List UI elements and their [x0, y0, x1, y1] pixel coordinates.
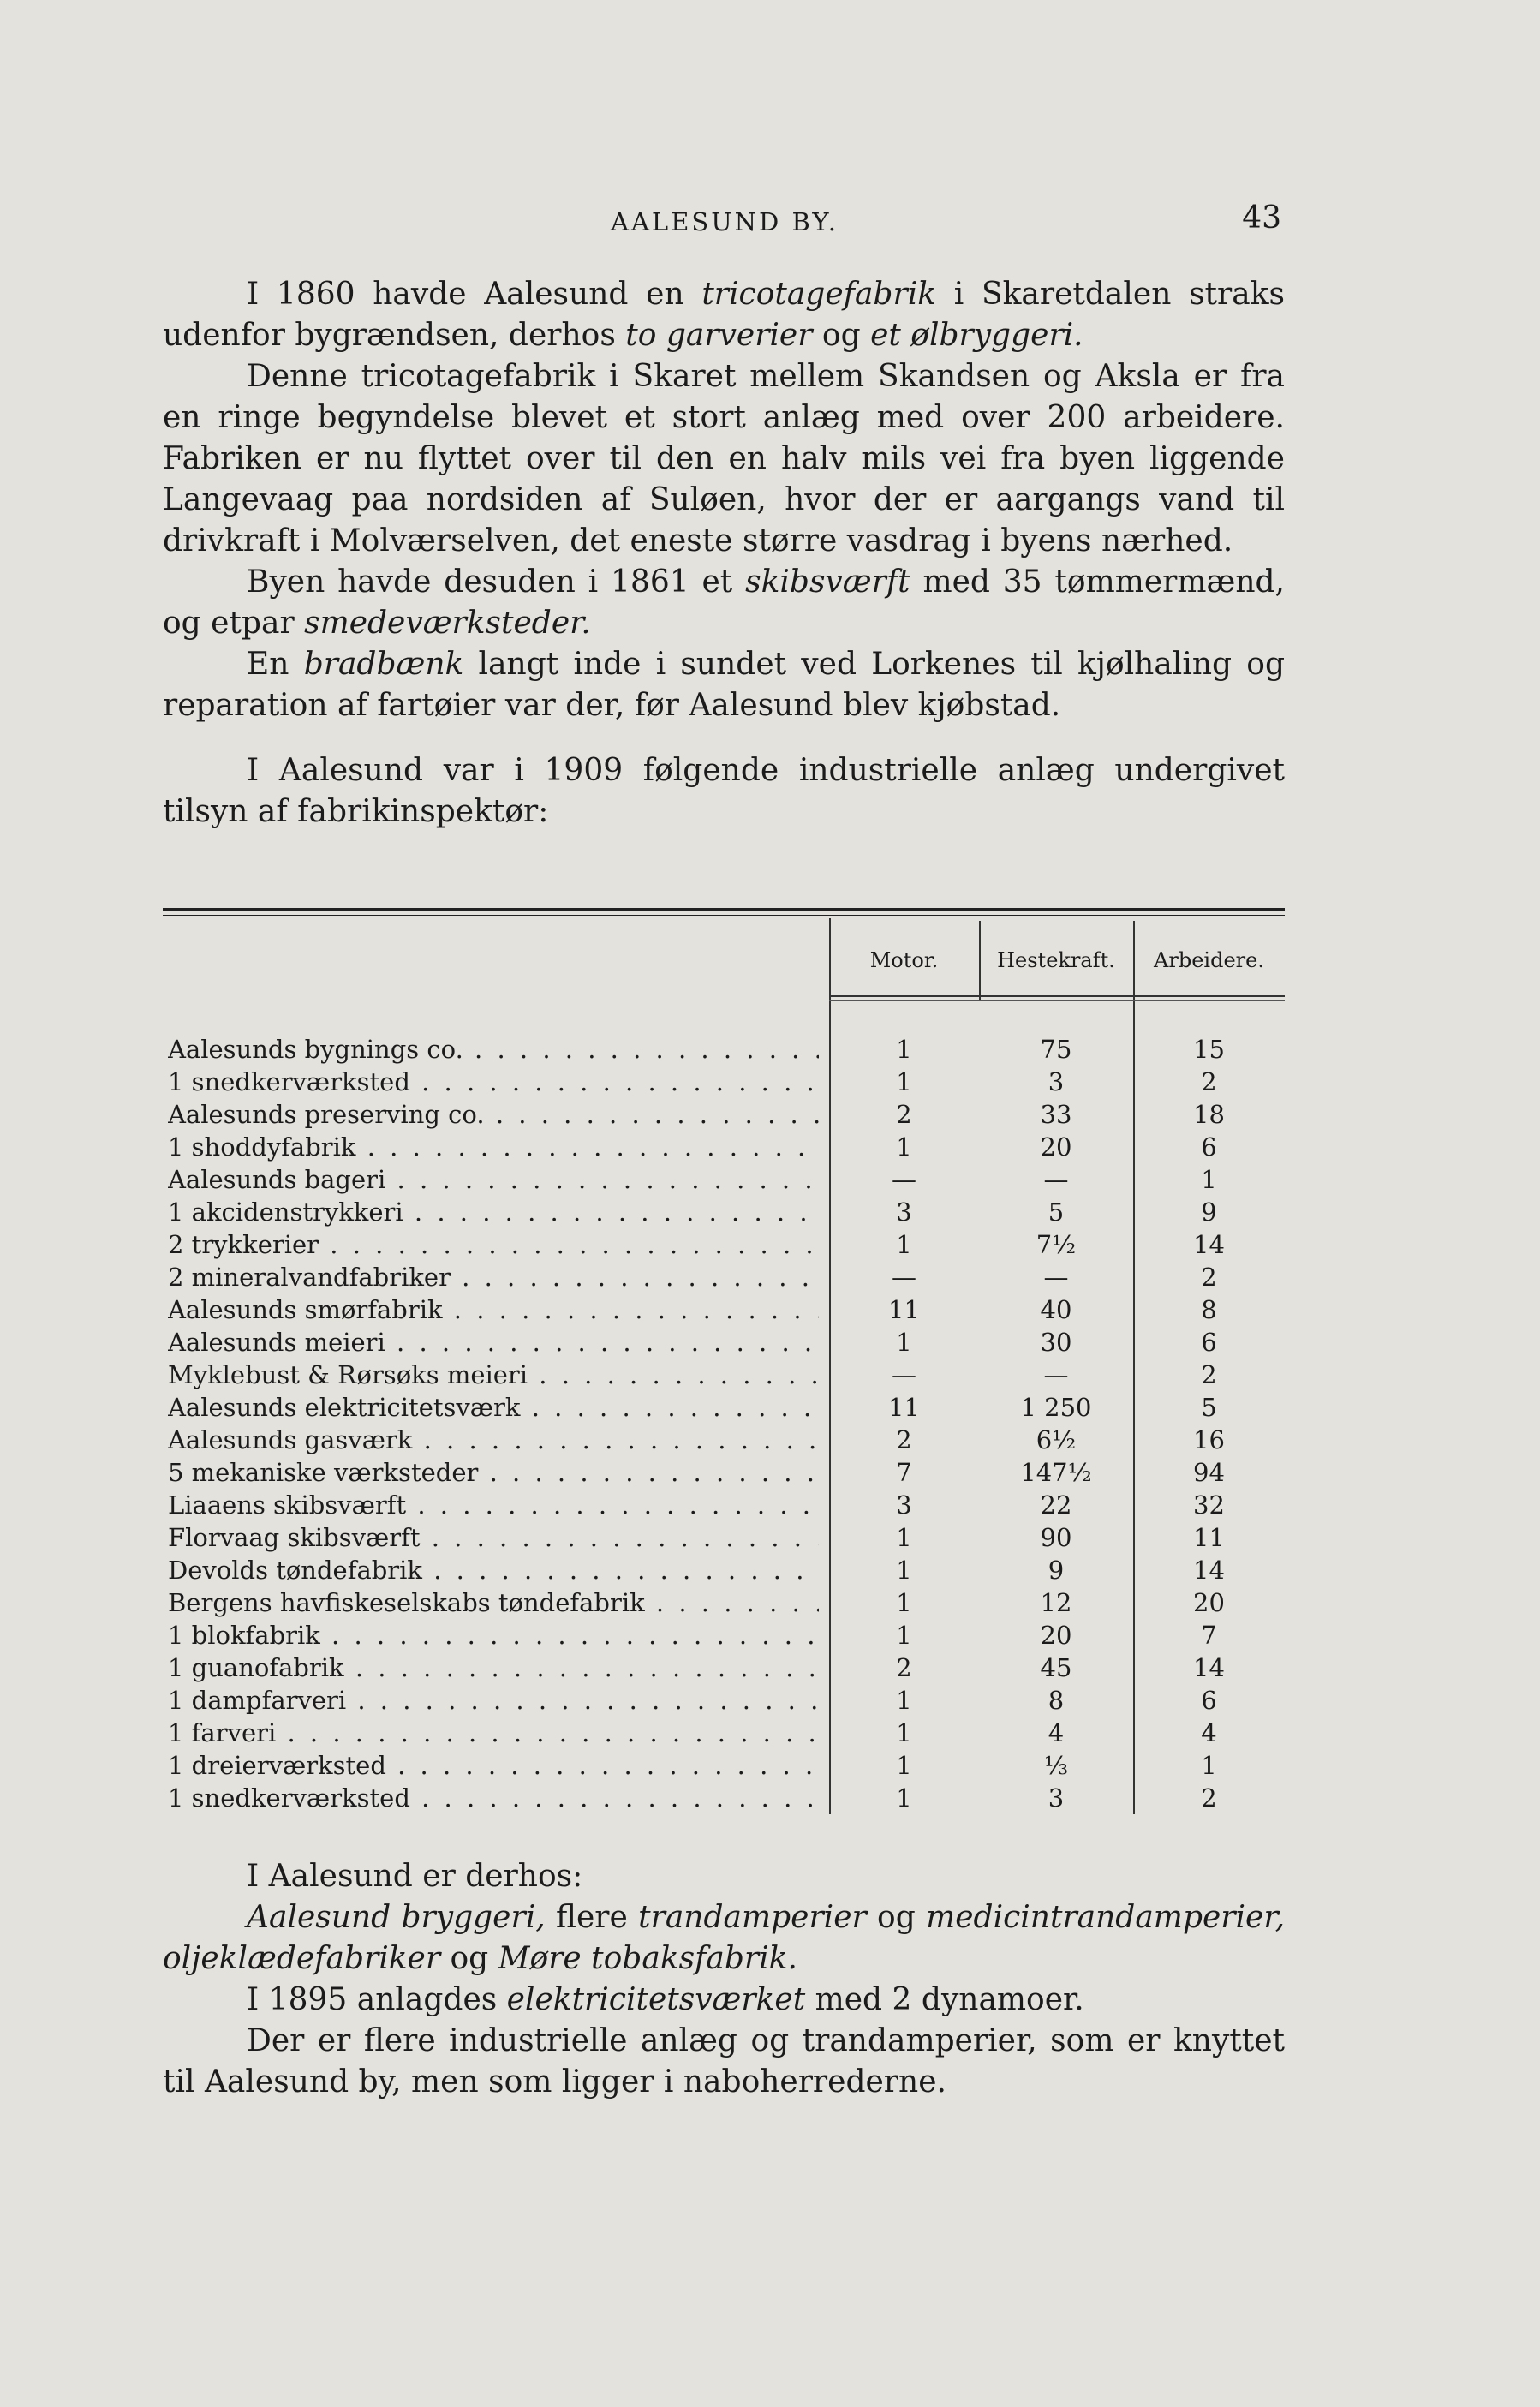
- column-header-motor: Motor.: [869, 948, 939, 972]
- row-label: 1 snedkerværksted . . .: [168, 1782, 819, 1814]
- motor-cell: 1: [896, 1523, 912, 1552]
- hestekraft-cell: ⅓: [1043, 1751, 1069, 1780]
- arbeidere-cell: 6: [1201, 1132, 1217, 1162]
- row-label: 1 akcidenstrykkeri . . .: [168, 1196, 819, 1228]
- motor-cell: 1: [896, 1067, 912, 1096]
- motor-cell: 1: [896, 1230, 912, 1259]
- arbeidere-cell: 8: [1201, 1295, 1217, 1324]
- table-header: [829, 921, 1285, 1000]
- row-label: 1 snedkerværksted . . .: [168, 1066, 819, 1098]
- hestekraft-cell: 6½: [1036, 1425, 1077, 1454]
- hestekraft-cell: 147½: [1020, 1458, 1092, 1487]
- motor-cell: 2: [896, 1425, 912, 1454]
- table-row: [168, 1131, 1285, 1163]
- arbeidere-cell: 18: [1193, 1100, 1225, 1129]
- row-label: Aalesunds meieri . . .: [168, 1326, 819, 1359]
- motor-cell: —: [892, 1165, 916, 1194]
- motor-cell: 1: [896, 1588, 912, 1617]
- table-row: [168, 1261, 1285, 1293]
- table-row: [168, 1749, 1285, 1782]
- motor-cell: 2: [896, 1653, 912, 1682]
- arbeidere-cell: 94: [1193, 1458, 1225, 1487]
- table-row: [168, 1619, 1285, 1651]
- paragraph-naboherreder: Der er flere industrielle anlæg og trandamperier, som er knyttet til Aalesund by, men som ligger i naboherrederne.: [163, 2023, 1285, 2099]
- arbeidere-cell: 16: [1193, 1425, 1225, 1454]
- paragraph-derhos: I Aalesund er derhos:: [247, 1859, 583, 1894]
- arbeidere-cell: 14: [1193, 1653, 1225, 1682]
- motor-cell: 1: [896, 1132, 912, 1162]
- running-title: AALESUND BY.: [611, 207, 839, 236]
- hestekraft-cell: 1 250: [1020, 1393, 1092, 1422]
- motor-cell: 1: [896, 1621, 912, 1650]
- row-label: Aalesunds preserving co. . . .: [168, 1098, 819, 1131]
- table-row: [168, 1228, 1285, 1261]
- hestekraft-cell: 20: [1040, 1621, 1072, 1650]
- hestekraft-cell: 3: [1048, 1067, 1065, 1096]
- column-header-hestekraft: Hestekraft.: [997, 948, 1115, 972]
- motor-cell: 7: [896, 1458, 912, 1487]
- paragraph-langevaag: Denne tricotagefabrik i Skaret mellem Skandsen og Aksla er fra en ringe begyndelse blevet et stort anlæg med over 200 arbeidere. Fabriken er nu flyttet over til den en halv mils vei fra byen liggende Langevaag paa nordsiden af Suløen, hvor der er aargangs vand til drivkraft i Molværselven, det eneste større vasdrag i byens nærhed.: [163, 359, 1285, 558]
- motor-cell: 1: [896, 1328, 912, 1357]
- arbeidere-cell: 32: [1193, 1490, 1225, 1520]
- table-row: [168, 1554, 1285, 1586]
- motor-cell: 11: [888, 1295, 920, 1324]
- column-header-arbeidere: Arbeidere.: [1154, 948, 1264, 972]
- arbeidere-cell: 7: [1201, 1621, 1217, 1650]
- arbeidere-cell: 4: [1201, 1718, 1217, 1747]
- paragraph-bradbaenk: En bradbænk langt inde i sundet ved Lorkenes til kjølhaling og reparation af fartøier var der, før Aalesund blev kjøbstad.: [163, 647, 1285, 723]
- table-row: [168, 1391, 1285, 1424]
- arbeidere-cell: 9: [1201, 1198, 1217, 1227]
- page-number: 43: [1242, 200, 1281, 236]
- arbeidere-cell: 2: [1201, 1360, 1217, 1389]
- table-top-rule: [163, 908, 1285, 916]
- hestekraft-cell: 9: [1048, 1556, 1065, 1585]
- hestekraft-cell: 7½: [1036, 1230, 1077, 1259]
- hestekraft-cell: —: [1043, 1360, 1069, 1389]
- hestekraft-cell: 30: [1040, 1328, 1072, 1357]
- row-label: 1 dreierværksted . . .: [168, 1749, 819, 1782]
- table-row: [168, 1359, 1285, 1391]
- paragraph-elektricitet: I 1895 anlagdes elektricitetsværket med 2 dynamoer.: [247, 1982, 1084, 2017]
- hestekraft-cell: 20: [1040, 1132, 1072, 1162]
- hestekraft-cell: 22: [1040, 1490, 1072, 1520]
- table-row: [168, 1033, 1285, 1066]
- arbeidere-cell: 2: [1201, 1067, 1217, 1096]
- row-label: Aalesunds smørfabrik . . .: [168, 1293, 819, 1326]
- row-label: Devolds tøndefabrik . . .: [168, 1554, 819, 1586]
- row-label: Aalesunds elektricitetsværk . . .: [168, 1391, 819, 1424]
- hestekraft-cell: 33: [1040, 1100, 1072, 1129]
- row-label: 1 shoddyfabrik . . .: [168, 1131, 819, 1163]
- row-label: Aalesunds bygnings co. . . .: [168, 1033, 819, 1066]
- hestekraft-cell: 5: [1048, 1198, 1065, 1227]
- motor-cell: 1: [896, 1718, 912, 1747]
- hestekraft-cell: 90: [1040, 1523, 1072, 1552]
- row-label: 2 mineralvandfabriker . . .: [168, 1261, 819, 1293]
- table-row: [168, 1521, 1285, 1554]
- arbeidere-cell: 2: [1201, 1783, 1217, 1813]
- paragraph-table-intro: I Aalesund var i 1909 følgende industrielle anlæg undergivet tilsyn af fabrikinspektør:: [163, 753, 1285, 829]
- table-header-rule: [829, 995, 1285, 1001]
- arbeidere-cell: 6: [1201, 1686, 1217, 1715]
- row-label: Bergens havfiskeselskabs tøndefabrik . . .: [168, 1586, 819, 1619]
- intro-text: [163, 274, 1285, 833]
- row-label: Liaaens skibsværft . . .: [168, 1489, 819, 1521]
- table-row: [168, 1489, 1285, 1521]
- motor-cell: 3: [896, 1490, 912, 1520]
- row-label: 1 dampfarveri . . .: [168, 1684, 819, 1717]
- hestekraft-cell: 12: [1040, 1588, 1072, 1617]
- hestekraft-cell: 75: [1040, 1035, 1072, 1064]
- arbeidere-cell: 15: [1193, 1035, 1225, 1064]
- motor-cell: 1: [896, 1751, 912, 1780]
- motor-cell: —: [892, 1263, 916, 1292]
- table-row: [168, 1586, 1285, 1619]
- table-row: [168, 1424, 1285, 1456]
- motor-cell: 1: [896, 1035, 912, 1064]
- hestekraft-cell: —: [1043, 1165, 1069, 1194]
- hestekraft-cell: —: [1043, 1263, 1069, 1292]
- table-row: [168, 1651, 1285, 1684]
- row-label: Myklebust & Rørsøks meieri . . .: [168, 1359, 819, 1391]
- table-row: [168, 1684, 1285, 1717]
- motor-cell: 1: [896, 1556, 912, 1585]
- table-row: [168, 1717, 1285, 1749]
- table-row: [168, 1098, 1285, 1131]
- row-label: Aalesunds gasværk . . .: [168, 1424, 819, 1456]
- table-row: [168, 1456, 1285, 1489]
- arbeidere-cell: 20: [1193, 1588, 1225, 1617]
- motor-cell: 2: [896, 1100, 912, 1129]
- table-row: [168, 1066, 1285, 1098]
- running-head: [168, 199, 1281, 242]
- table-body: [168, 1033, 1285, 1814]
- row-label: 5 mekaniske værksteder . . .: [168, 1456, 819, 1489]
- row-label: Aalesunds bageri . . .: [168, 1163, 819, 1196]
- row-label: 2 trykkerier . . .: [168, 1228, 819, 1261]
- paragraph-tricotage: I 1860 havde Aalesund en tricotagefabrik i Skaretdalen straks udenfor bygrændsen, derhos to garverier og et ølbryggeri.: [163, 277, 1285, 353]
- motor-cell: 1: [896, 1783, 912, 1813]
- arbeidere-cell: 1: [1201, 1165, 1217, 1194]
- paragraph-industries: Aalesund bryggeri, flere trandamperier og medicintrandamperier, oljeklædefabriker og Møre tobaksfabrik.: [163, 1900, 1286, 1976]
- row-label: Florvaag skibsværft . . .: [168, 1521, 819, 1554]
- table-row: [168, 1196, 1285, 1228]
- row-label: 1 guanofabrik . . .: [168, 1651, 819, 1684]
- table-row: [168, 1163, 1285, 1196]
- arbeidere-cell: 11: [1193, 1523, 1225, 1552]
- hestekraft-cell: 3: [1048, 1783, 1065, 1813]
- motor-cell: 11: [888, 1393, 920, 1422]
- table-row: [168, 1293, 1285, 1326]
- row-label: 1 blokfabrik . . .: [168, 1619, 819, 1651]
- motor-cell: 3: [896, 1198, 912, 1227]
- hestekraft-cell: 45: [1040, 1653, 1072, 1682]
- arbeidere-cell: 5: [1201, 1393, 1217, 1422]
- motor-cell: —: [892, 1360, 916, 1389]
- row-label: 1 farveri . . .: [168, 1717, 819, 1749]
- arbeidere-cell: 2: [1201, 1263, 1217, 1292]
- paragraph-skibsvaerft: Byen havde desuden i 1861 et skibsværft med 35 tømmermænd, og etpar smedeværksteder.: [163, 564, 1285, 641]
- arbeidere-cell: 14: [1193, 1230, 1225, 1259]
- hestekraft-cell: 4: [1048, 1718, 1065, 1747]
- arbeidere-cell: 1: [1201, 1751, 1217, 1780]
- hestekraft-cell: 40: [1040, 1295, 1072, 1324]
- table-row: [168, 1782, 1285, 1814]
- closing-text: [163, 1856, 1285, 2103]
- table-row: [168, 1326, 1285, 1359]
- motor-cell: 1: [896, 1686, 912, 1715]
- arbeidere-cell: 14: [1193, 1556, 1225, 1585]
- arbeidere-cell: 6: [1201, 1328, 1217, 1357]
- hestekraft-cell: 8: [1048, 1686, 1065, 1715]
